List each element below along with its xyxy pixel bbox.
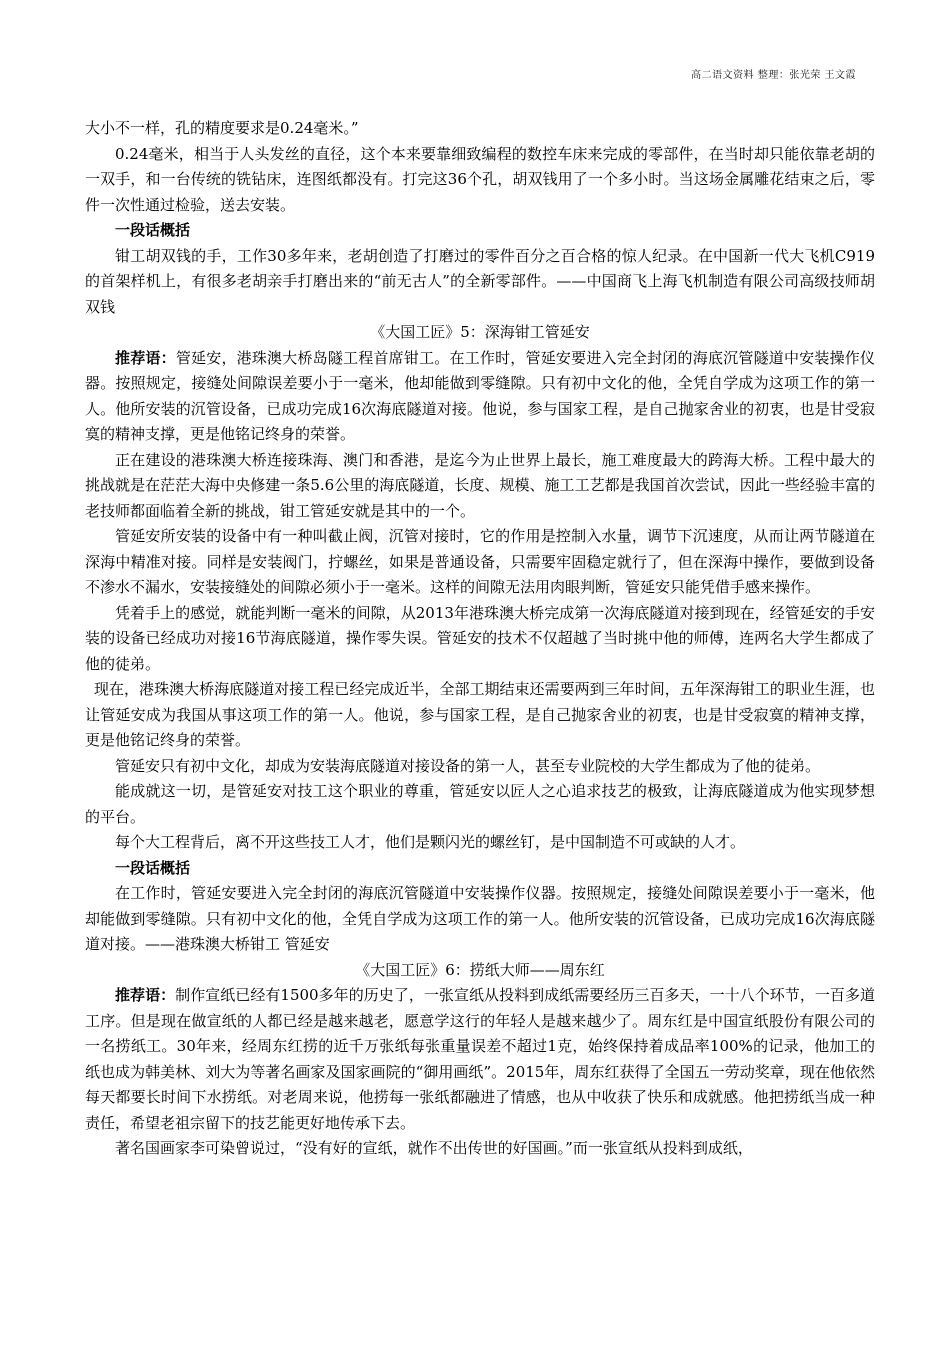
recommendation-label: 推荐语： xyxy=(115,348,176,367)
paragraph: 能成就这一切，是管延安对技工这个职业的尊重，管延安以匠人之心追求技艺的极致，让海底隧道成为他实现梦想的平台。 xyxy=(85,782,875,826)
recommendation-paragraph xyxy=(85,983,875,1136)
recommendation-text: 制作宣纸已经有1500多年的历史了，一张宣纸从投料到成纸需要经历三百多天，一十八个环节，一百多道工序。但是现在做宣纸的人都已经是越来越老，愿意学这行的年轻人是越来越少了。周东红是中国宣纸股份有限公司的一名捞纸工。30年来，经周东红捞的近千万张纸每张重量误差不超过1克，始终保持着成品率100%的记录，他加工的纸也成为韩美林、刘大为等著名画家及国家画院的“御用画纸”。2015年，周东红获得了全国五一劳动奖章，现在他依然每天都要长时间下水捞纸。对老周来说，他捞每一张纸都融进了情感，也从中收获了快乐和成就感。他把捞纸当成一种责任，希望老祖宗留下的技艺能更好地传承下去。 xyxy=(85,986,875,1132)
paragraph: 每个大工程背后，离不开这些技工人才，他们是颗闪光的螺丝钉，是中国制造不可或缺的人才。 xyxy=(115,833,746,851)
section-heading: 《大国工匠》5：深海钳工管延安 xyxy=(370,323,590,341)
summary-heading: 一段话概括 xyxy=(115,858,191,877)
recommendation-text: 管延安，港珠澳大桥岛隧工程首席钳工。在工作时，管延安要进入完全封闭的海底沉管隧道中安装操作仪器。按照规定，接缝处间隙误差要小于一毫米，他却能做到零缝隙。只有初中文化的他，全凭自学成为这项工作的第一人。他所安装的沉管设备，已成功完成16次海底隧道对接。他说，参与国家工程，是自己抛家舍业的初衷，也是甘受寂寞的精神支撑，更是他铭记终身的荣誉。 xyxy=(85,348,875,443)
paragraph: 管延安只有初中文化，却成为安装海底隧道对接设备的第一人，甚至专业院校的大学生都成为了他的徒弟。 xyxy=(115,756,821,775)
recommendation-label: 推荐语： xyxy=(115,986,176,1004)
recommendation-paragraph xyxy=(85,346,875,448)
summary-paragraph: 在工作时，管延安要进入完全封闭的海底沉管隧道中安装操作仪器。按照规定，接缝处间隙误差要小于一毫米，他却能做到零缝隙。只有初中文化的他，全凭自学成为这项工作的第一人。他所安装的沉管设备，已成功完成16次海底隧道对接。——港珠澳大桥钳工 管延安 xyxy=(85,884,875,953)
paragraph: 现在，港珠澳大桥海底隧道对接工程已经完成近半，全部工期结束还需要两到三年时间，五年深海钳工的职业生涯，也让管延安成为我国从事这项工作的第一人。他说，参与国家工程，是自己抛家舍业的初衷，也是甘受寂寞的精神支撑，更是他铭记终身的荣誉。 xyxy=(85,680,875,749)
section-heading: 《大国工匠》6：捞纸大师——周东红 xyxy=(355,960,605,979)
paragraph: 大小不一样，孔的精度要求是0.24毫米。” xyxy=(85,119,359,137)
summary-paragraph: 钳工胡双钱的手，工作30多年来，老胡创造了打磨过的零件百分之百合格的惊人纪录。在中国新一代大飞机C919的首架样机上，有很多老胡亲手打磨出来的“前无古人”的全新零部件。——中国商飞上海飞机制造有限公司高级技师胡双钱 xyxy=(85,246,875,316)
summary-heading: 一段话概括 xyxy=(115,221,191,239)
paragraph: 0.24毫米，相当于人头发丝的直径，这个本来要靠细致编程的数控车床来完成的零部件，在当时却只能依靠老胡的一双手，和一台传统的铣钻床，连图纸都没有。打完这36个孔，胡双钱用了一个多小时。当这场金属雕花结束之后，零件一次性通过检验，送去安装。 xyxy=(85,144,875,214)
page-header: 高二语文资料 整理：张光荣 王文霞 xyxy=(691,70,856,81)
paragraph: 管延安所安装的设备中有一种叫截止阀，沉管对接时，它的作用是控制入水量，调节下沉速度，从而让两节隧道在深海中精准对接。同样是安装阀门，拧螺丝，如果是普通设备，只需要牢固稳定就行了，但在深海中操作，要做到设备不渗水不漏水，安装接缝处的间隙必须小于一毫米。这样的间隙无法用肉眼判断，管延安只能凭借手感来操作。 xyxy=(85,527,875,596)
paragraph: 正在建设的港珠澳大桥连接珠海、澳门和香港，是迄今为止世界上最长，施工难度最大的跨海大桥。工程中最大的挑战就是在茫茫大海中央修建一条5.6公里的海底隧道，长度、规模、施工工艺都是我国首次尝试，因此一些经验丰富的老技师都面临着全新的挑战，钳工管延安就是其中的一个。 xyxy=(85,450,875,520)
paragraph: 著名国画家李可染曾说过，“没有好的宣纸，就作不出传世的好国画。”而一张宣纸从投料到成纸， xyxy=(115,1139,753,1157)
document-body xyxy=(85,116,875,1162)
paragraph: 凭着手上的感觉，就能判断一毫米的间隙，从2013年港珠澳大桥完成第一次海底隧道对接到现在，经管延安的手安装的设备已经成功对接16节海底隧道，操作零失误。管延安的技术不仅超越了当时挑中他的师傅，连两名大学生都成了他的徒弟。 xyxy=(85,603,875,673)
